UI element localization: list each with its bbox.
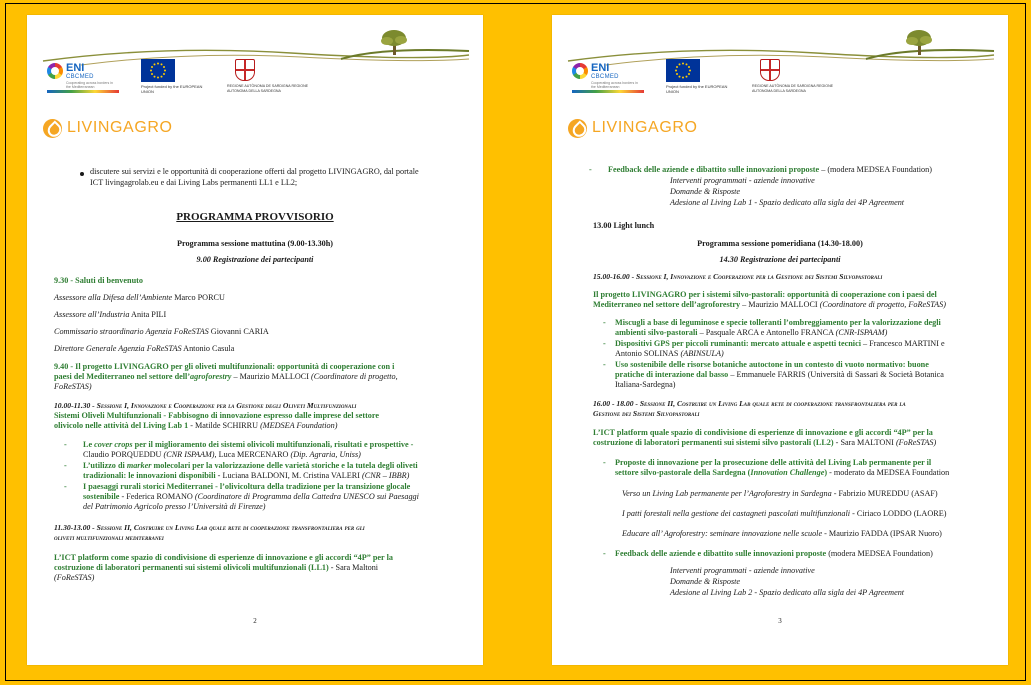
session-2-heading: 11.30-13.00 - Sessione II, Costruire un Living Lab quale rete di cooperazione transfrontaliera per gli xyxy=(54,523,365,532)
intro-line-2: ICT livingagrolab.eu e dai Living Labs permanenti LL1 e LL2; xyxy=(90,178,298,187)
talk-covercrops-2: Claudio PORQUEDDU (CNR ISPAAM), Luca MERCENARO (Dip. Agraria, Uniss) xyxy=(83,450,361,459)
ict-line-1: L’ICT platform come spazio di condivisione di esperienze di innovazione e gli accordi “4P” per la xyxy=(54,553,393,562)
eni-sun-icon xyxy=(572,63,588,79)
talk-gps-2: Antonio SOLINAS (ABINSULA) xyxy=(615,349,724,358)
talk-educare: Educare all’ Agroforestry: seminare innovazione nelle scuole - Maurizio FADDA (IPSAR Nuoro) xyxy=(622,529,942,538)
proposals-line-2: settore silvo-pastorale della Sardegna (Innovation Challenge) - moderato da MEDSEA Foundation xyxy=(615,468,950,477)
talk-agroforestry: Verso un Living Lab permanente per l’Agroforestry in Sardegna - Fabrizio MUREDDU (ASAF) xyxy=(622,489,938,498)
page-title: PROGRAMMA PROVVISORIO xyxy=(176,211,334,223)
sardegna-caption: REGIONE AUTÒNOMA DE SARDIGNA REGIONE AUTONOMA DELLA SARDEGNA xyxy=(752,84,834,93)
eni-tagline: Cooperating across borders in the Mediterranean xyxy=(591,81,638,89)
bullet-dot-icon xyxy=(80,172,84,176)
talk-paesaggi-1: I paesaggi rurali storici Mediterranei - l’olivicoltura della tradizione per la transizione glocale xyxy=(83,482,411,491)
livingagro-leaf-icon xyxy=(568,119,587,138)
talk-botaniche-1: Uso sostenibile delle risorse botaniche autoctone in un contesto di vuoto normativo: buone xyxy=(615,360,929,369)
feedback-2-line-2: Domande & Risposte xyxy=(670,577,741,586)
feedback-1-line-3: Adesione al Living Lab 1 - Spazio dedicato alla sigla dei 4P Agreement xyxy=(670,198,905,207)
talk-gps-1: Dispositivi GPS per piccoli ruminanti: mercato attuale e aspetti tecnici – Francesco MARTINI e xyxy=(615,339,945,348)
partner-logos xyxy=(570,57,990,103)
ict-line-1: L’ICT platform quale spazio di condivisione di esperienze di innovazione e gli accordi “4P” per la xyxy=(593,428,933,437)
page-number: 2 xyxy=(253,617,257,625)
eni-color-bar xyxy=(572,90,644,93)
sardegna-logo xyxy=(227,59,317,99)
feedback-2-line-1: Interventi programmati - aziende innovative xyxy=(670,566,815,575)
dash-marker: - xyxy=(64,440,67,449)
session-1-sub-1: Sistemi Oliveli Multifunzionali - Fabbisogno di innovazione espresso dalle imprese del settore xyxy=(54,411,380,420)
talk-marker-1: L’utilizzo di marker molecolari per la valorizzazione delle varietà storiche e la tutela degli oliveti xyxy=(83,461,418,470)
eni-cbcmed-logo xyxy=(45,59,125,99)
eu-caption: Project funded by the EUROPEAN UNION xyxy=(141,84,203,94)
session-1-sub-2: olivicolo nelle attività del Living Lab 1 - Matilde SCHIRRU (MEDSEA Foundation) xyxy=(54,421,338,430)
dash-marker: - xyxy=(603,458,606,467)
talk-patti-forestali: I patti forestali nella gestione dei castagneti pascolati multifunzionali - Ciriaco LODDO (LAORE) xyxy=(622,509,947,518)
sardegna-logo xyxy=(752,59,842,99)
session-2-heading-2: oliveti multifunzionali mediterranei xyxy=(54,533,164,542)
talk-miscugli-2: ambienti silvo-pastorali – Pasquale ARCA e Antonello FRANCA (CNR-ISPAAM) xyxy=(615,328,888,337)
registration-line: 9.00 Registrazione dei partecipanti xyxy=(196,255,314,264)
eu-logo xyxy=(141,59,211,99)
feedback-1: Feedback delle aziende e dibattito sulle innovazioni proposte – (modera MEDSEA Foundation) xyxy=(608,165,932,174)
dash-marker: - xyxy=(603,549,606,558)
partner-logos xyxy=(45,57,465,103)
eu-caption: Project funded by the EUROPEAN UNION xyxy=(666,84,728,94)
session-subtitle: Programma sessione pomeridiana (14.30-18.00) xyxy=(697,239,863,248)
page-3 xyxy=(552,15,1008,665)
item-940-line-2: paesi del Mediterraneo nel settore dell’agroforestry – Maurizio MALLOCI (Coordinatore di progetto, xyxy=(54,372,398,381)
livingagro-leaf-icon xyxy=(43,119,62,138)
welcome-item: 9.30 - Saluti di benvenuto xyxy=(54,276,143,285)
dash-marker: - xyxy=(64,461,67,470)
sardegna-crest-icon xyxy=(235,59,255,81)
talk-marker-2: tradizionali: le innovazioni disponibili - Luciana BALDONI, M. Cristina VALERI (CNR – IBBR) xyxy=(83,471,410,480)
talk-botaniche-3: Italiana-Sardegna) xyxy=(615,380,676,389)
ict-line-2: costruzione di laboratori permanenti sui sistemi olivicoli multifunzionali (LL1) - Sara Maltoni xyxy=(54,563,379,572)
talk-miscugli-1: Miscugli a base di leguminose e specie tolleranti l’ombreggiamento per la valorizzazione degli xyxy=(615,318,941,327)
page-2 xyxy=(27,15,483,665)
dash-marker: - xyxy=(603,339,606,348)
item-940-line-1: 9.40 - Il progetto LIVINGAGRO per gli oliveti multifunzionali: opportunità di cooperazione con i xyxy=(54,362,395,371)
ict-line-3: (FoReSTAS) xyxy=(54,573,95,582)
eni-cbcmed-logo xyxy=(570,59,650,99)
eni-title: ENI xyxy=(591,62,610,74)
item-940-line-3: FoReSTAS) xyxy=(54,382,92,391)
intro-line-1: discutere sui servizi e le opportunità di cooperazione offerti dal progetto LIVINGAGRO, dal portale xyxy=(90,167,419,176)
sardegna-caption: REGIONE AUTÒNOMA DE SARDIGNA REGIONE AUTONOMA DELLA SARDEGNA xyxy=(227,84,309,93)
session-subtitle: Programma sessione mattutina (9.00-13.30h) xyxy=(176,239,334,248)
session-2-heading: 16.00 - 18.00 - Sessione II, Costruire un Living Lab quale rete di cooperazione transfrontaliera per la xyxy=(593,399,906,408)
feedback-2: Feedback delle aziende e dibattito sulle innovazioni proposte (modera MEDSEA Foundation) xyxy=(615,549,933,558)
feedback-2-line-3: Adesione al Living Lab 2 - Spazio dedicato alla sigla dei 4P Agreement xyxy=(670,588,905,597)
speaker-1: Assessore alla Difesa dell’Ambiente Marco PORCU xyxy=(54,293,225,302)
project-line-2: Mediterraneo nel settore dell’agroforestry – Maurizio MALLOCI (Coordinatore di progetto, FoReSTAS) xyxy=(593,300,946,309)
talk-botaniche-2: pratiche di interazione dal basso – Emmanuele FARRIS (Università di Sassari & Società Botanica xyxy=(615,370,944,379)
lunch-item: 13.00 Light lunch xyxy=(593,221,655,230)
speaker-3: Commissario straordinario Agenzia FoReSTAS Giovanni CARIA xyxy=(54,327,269,336)
brand-name: LIVINGAGRO xyxy=(592,119,698,136)
eni-color-bar xyxy=(47,90,119,93)
registration-line: 14.30 Registrazione dei partecipanti xyxy=(719,255,841,264)
eni-subtitle: CBCMED xyxy=(591,74,619,80)
dash-marker: - xyxy=(603,318,606,327)
eni-sun-icon xyxy=(47,63,63,79)
brand-name: LIVINGAGRO xyxy=(67,119,173,136)
page-number: 3 xyxy=(778,617,782,625)
eni-tagline: Cooperating across borders in the Mediterranean xyxy=(66,81,113,89)
talk-covercrops-1: Le cover crops per il miglioramento dei sistemi olivicoli multifunzionali, risultati e prospettive - xyxy=(83,440,414,449)
session-2-heading-2: Gestione dei Sistemi Silvopastorali xyxy=(593,409,700,418)
speaker-2: Assessore all’Industria Anita PILI xyxy=(54,310,167,319)
eni-title: ENI xyxy=(66,62,85,74)
dash-marker: - xyxy=(589,165,592,174)
dash-marker: - xyxy=(603,360,606,369)
eni-subtitle: CBCMED xyxy=(66,74,94,80)
sardegna-crest-icon xyxy=(760,59,780,81)
project-line-1: Il progetto LIVINGAGRO per i sistemi silvo-pastorali: opportunità di cooperazione con i paesi del xyxy=(593,290,937,299)
proposals-line-1: Proposte di innovazione per la prosecuzione delle attività del Living Lab permanente per il xyxy=(615,458,932,467)
eu-logo xyxy=(666,59,736,99)
session-1-heading: 10.00-11.30 - Sessione I, Innovazione e Cooperazione per la Gestione degli Oliveti Multifunzionali xyxy=(54,401,357,410)
speaker-4: Direttore Generale Agenzia FoReSTAS Antonio Casula xyxy=(54,344,235,353)
feedback-1-line-1: Interventi programmati - aziende innovative xyxy=(670,176,815,185)
session-1-heading: 15.00-16.00 - Sessione I, Innovazione e Cooperazione per la Gestione dei Sistemi Silvopastorali xyxy=(593,272,883,281)
ict-line-2: costruzione di laboratori permanenti sui sistemi silvo pastorali (LL2) - Sara MALTONI (FoReSTAS) xyxy=(593,438,937,447)
eu-flag-icon xyxy=(141,59,175,82)
dash-marker: - xyxy=(64,482,67,491)
talk-paesaggi-2: sostenibile - Federica ROMANO (Coordinatore di Programma della Cattedra UNESCO sui Paesaggi xyxy=(83,492,419,501)
eu-flag-icon xyxy=(666,59,700,82)
feedback-1-line-2: Domande & Risposte xyxy=(670,187,741,196)
talk-paesaggi-3: del Patrimonio Agricolo presso l’Università di Firenze) xyxy=(83,502,266,511)
